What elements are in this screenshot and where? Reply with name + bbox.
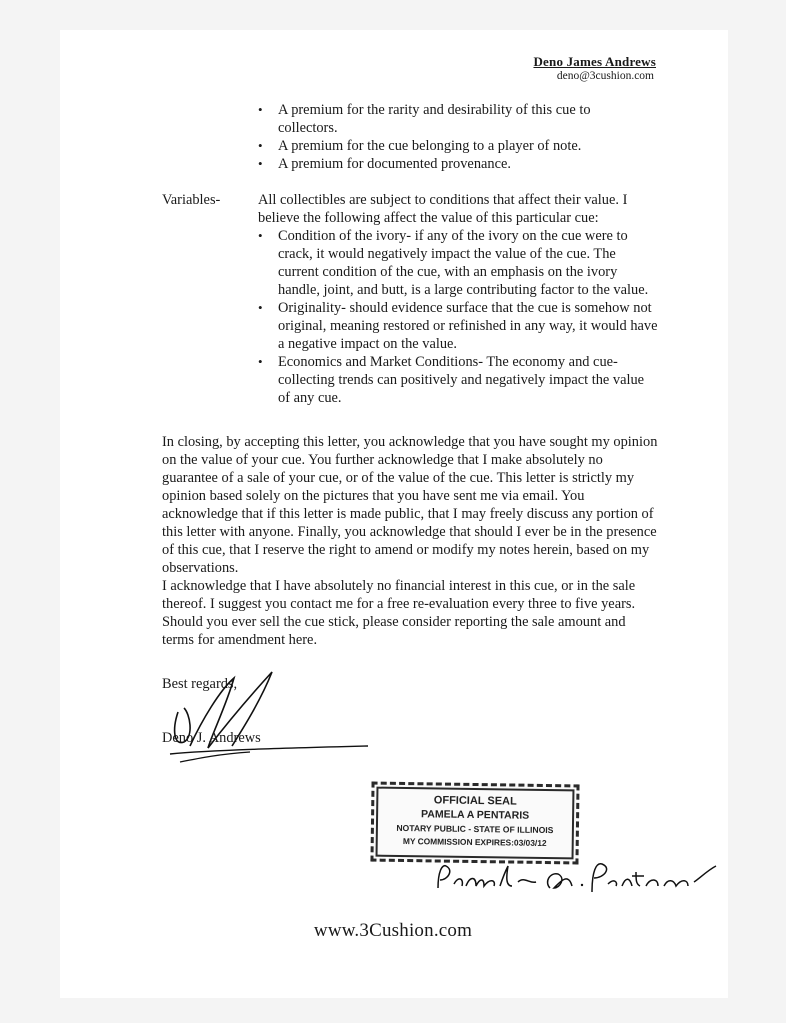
list-item: • Originality- should evidence surface that the cue is somehow not original, meaning restored or refinished in any way, it would have a negative impact on the value. — [258, 299, 658, 353]
interest-paragraph: I acknowledge that I have absolutely no financial interest in this cue, or in the sale thereof. I suggest you contact me for a free re-evaluation every three to five years. Should you ever sell the cue stick, please consider reporting the sale amount and terms for amendment here. — [162, 578, 636, 648]
list-item: • Economics and Market Conditions- The economy and cue-collecting trends can positively and negatively impact the value of any cue. — [258, 353, 658, 407]
seal-line: MY COMMISSION EXPIRES:03/03/12 — [402, 835, 547, 849]
seal-line: PAMELA A PENTARIS — [420, 808, 530, 822]
letterhead-name: Deno James Andrews — [533, 54, 656, 69]
variables-list — [258, 227, 658, 407]
letterhead-email: deno@3cushion.com — [556, 70, 654, 82]
list-item: • A premium for the rarity and desirability of this cue to collectors. — [258, 101, 618, 137]
notary-signature — [432, 852, 722, 902]
list-item: • A premium for the cue belonging to a player of note. — [258, 137, 618, 155]
seal-line: OFFICIAL SEAL — [433, 794, 517, 808]
premium-list — [258, 101, 618, 173]
handwritten-signature — [150, 650, 380, 770]
list-item: • A premium for documented provenance. — [258, 155, 618, 173]
variables-intro: All collectibles are subject to conditions that affect their value. I believe the following affect the value of this particular cue: — [258, 192, 628, 226]
closing-salutation: Best regards, — [162, 676, 238, 692]
closing-paragraph: In closing, by accepting this letter, you acknowledge that you have sought my opinion on the value of your cue. You further acknowledge that I make absolutely no guarantee of a sale of your cue, or of the value of the cue. This letter is strictly my opinion based solely on the pictures that you have sent me via email. You acknowledge that if this letter is made public, that I may freely discuss any portion of this letter with anyone. Finally, you acknowledge that should I ever be in the presence of this cue, that I reserve the right to amend or modify my notes herein, based on my observations. — [162, 434, 658, 576]
list-item: • Condition of the ivory- if any of the ivory on the cue were to crack, it would negatively impact the value of the cue. The current condition of the cue, with an emphasis on the ivory handle, joint, and butt, is a large contributing factor to the value. — [258, 227, 658, 299]
variables-label: Variables- — [162, 192, 221, 208]
website-footer: www.3Cushion.com — [313, 920, 473, 941]
seal-line: NOTARY PUBLIC - STATE OF ILLINOIS — [396, 822, 554, 836]
seal-text — [373, 785, 576, 862]
signer-name: Deno J. Andrews — [162, 730, 261, 746]
